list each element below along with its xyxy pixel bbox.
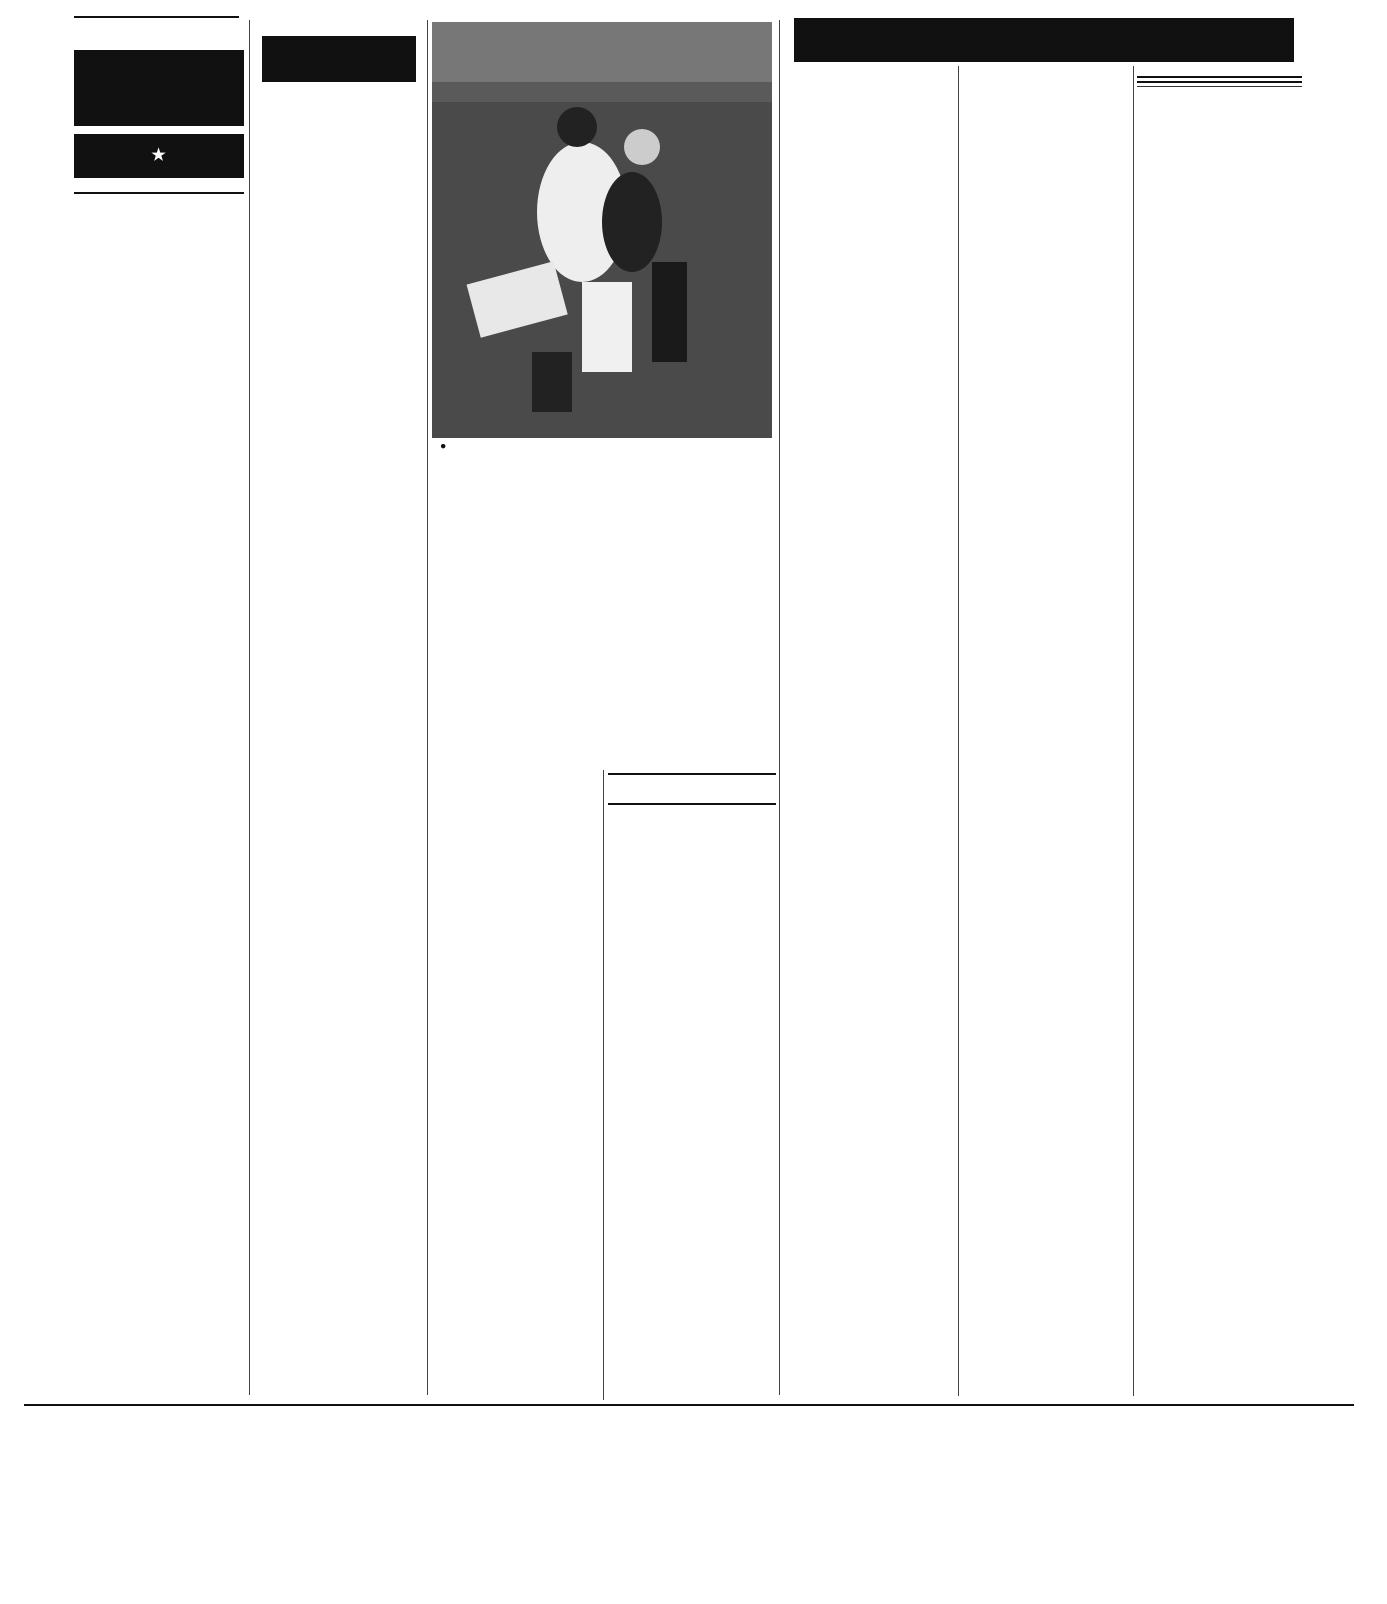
verdict-column [74, 50, 244, 1400]
juniors-column [254, 22, 424, 1402]
fire-story-col2 [608, 770, 776, 1400]
schools-football-heading [262, 36, 416, 82]
fire-story-head [432, 476, 772, 766]
heatly-headline [74, 197, 244, 218]
racing-results-heading [794, 18, 1294, 62]
stop-press-strip [24, 1404, 1354, 1600]
bond-headline [608, 808, 776, 829]
issue-date [74, 16, 239, 18]
wilcock-headline [608, 778, 776, 800]
kempton-column [784, 66, 956, 1400]
verdict-heading [74, 50, 244, 126]
since-last-saturday-heading [74, 134, 244, 178]
sp-column [1137, 66, 1302, 1400]
star-icon: ★ [151, 147, 167, 164]
fire-story-col1 [432, 770, 600, 1400]
bullet-icon: ● [440, 440, 447, 452]
photo-caption [436, 440, 770, 470]
teesside-column [962, 66, 1130, 1400]
masthead [74, 16, 239, 18]
caption-text [436, 440, 770, 453]
match-photo [432, 22, 772, 438]
football-players-image [432, 22, 772, 438]
